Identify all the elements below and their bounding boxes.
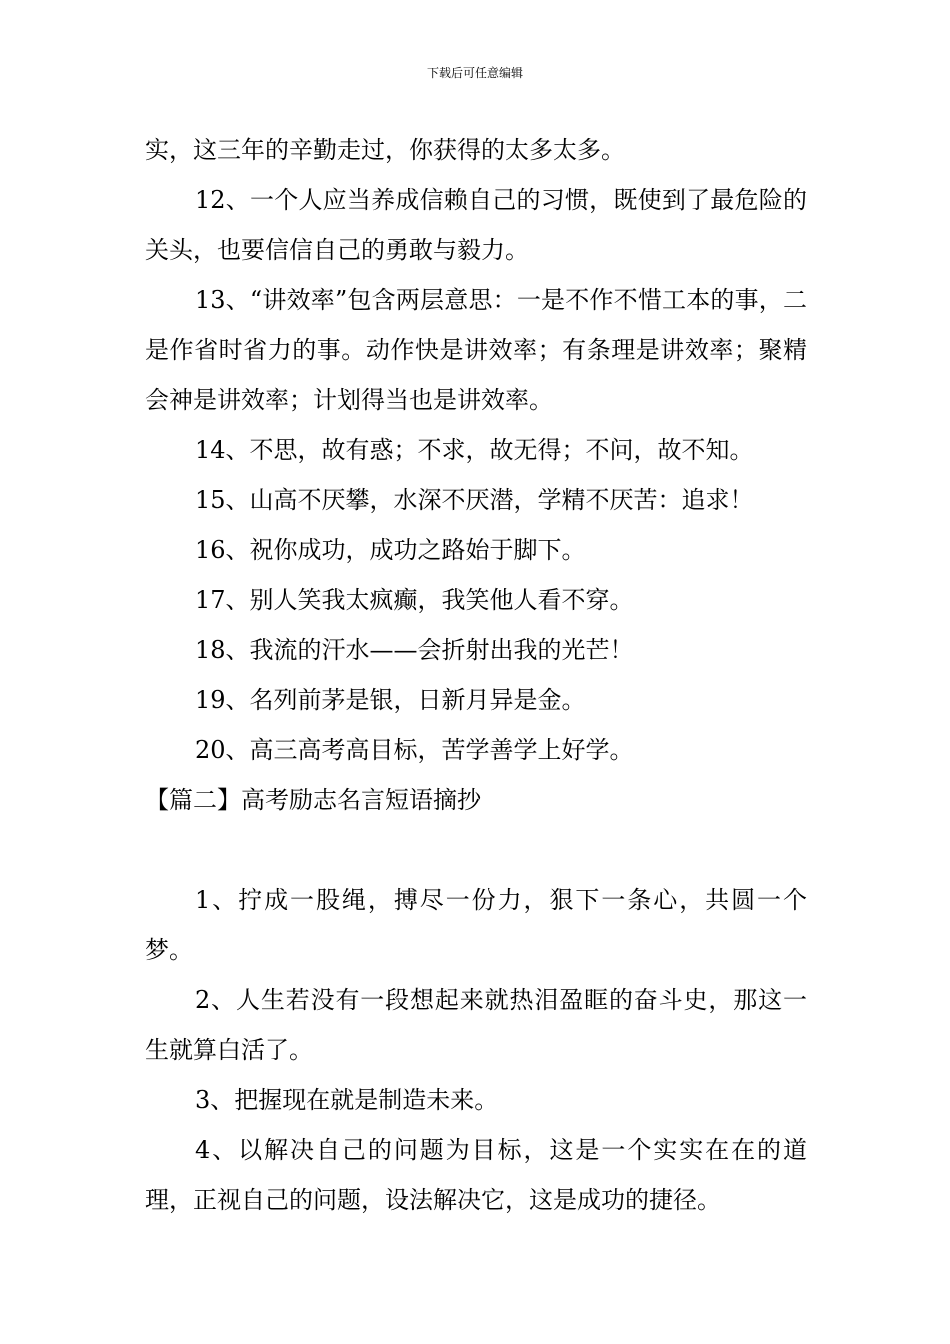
paragraph-item-16: 16、祝你成功，成功之路始于脚下。 [195, 536, 586, 564]
paragraph-item-20: 20、高三高考高目标，苦学善学上好学。 [195, 736, 634, 764]
paragraph-item-19: 19、名列前茅是银，日新月异是金。 [195, 686, 586, 714]
page-header: 下载后可任意编辑 [426, 66, 523, 80]
paragraph-item-2: 2、人生若没有一段想起来就热泪盈眶的奋斗史，那这一生就算白活了。 [145, 986, 807, 1064]
paragraph-continuation: 实，这三年的辛勤走过，你获得的太多太多。 [145, 136, 625, 164]
paragraph-item-12: 12、一个人应当养成信赖自己的习惯，既使到了最危险的关头，也要信信自己的勇敢与毅力。 [145, 186, 807, 264]
paragraph-item-15: 15、山高不厌攀，水深不厌潜，学精不厌苦：追求！ [195, 486, 754, 514]
paragraph-item-3: 3、把握现在就是制造未来。 [195, 1086, 499, 1114]
paragraph-item-18: 18、我流的汗水——会折射出我的光芒！ [195, 636, 634, 664]
document-body [145, 125, 807, 1225]
section-heading: 【篇二】高考励志名言短语摘抄 [145, 786, 481, 814]
paragraph-item-1: 1、拧成一股绳，搏尽一份力，狠下一条心，共圆一个梦。 [145, 886, 807, 964]
paragraph-item-13: 13、“讲效率”包含两层意思：一是不作不惜工本的事，二是作省时省力的事。动作快是讲效率；有条理是讲效率；聚精会神是讲效率；计划得当也是讲效率。 [145, 286, 807, 414]
paragraph-item-17: 17、别人笑我太疯癫，我笑他人看不穿。 [195, 586, 634, 614]
blank-line [145, 825, 807, 875]
paragraph-item-14: 14、不思，故有惑；不求，故无得；不问，故不知。 [195, 436, 754, 464]
paragraph-item-4: 4、以解决自己的问题为目标，这是一个实实在在的道理，正视自己的问题，设法解决它，这是成功的捷径。 [145, 1136, 807, 1214]
